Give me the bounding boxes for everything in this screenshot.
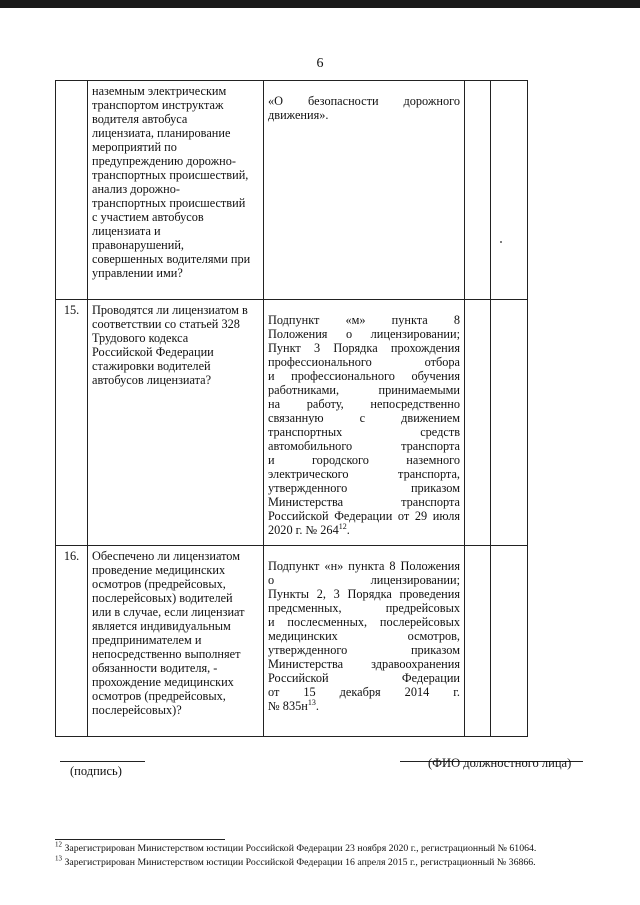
footnote-text: Зарегистрирован Министерством юстиции Российской Федерации 16 апреля 2015 г., регистрационный № 36866. bbox=[62, 857, 536, 868]
basis-line: «О безопасности дорожного bbox=[268, 94, 460, 108]
question-line: водителя автобуса bbox=[92, 112, 188, 126]
question-line: является индивидуальным bbox=[92, 619, 231, 633]
footnote-ref: 13 bbox=[307, 697, 316, 707]
footnote-mark: 12 bbox=[55, 840, 62, 849]
question-line: транспортных происшествий bbox=[92, 196, 246, 210]
question-cell bbox=[88, 300, 264, 546]
basis-line: и профессионального обучения bbox=[268, 369, 460, 383]
question-line: послерейсовых)? bbox=[92, 703, 182, 717]
basis-line: Подпункт «н» пункта 8 Положения bbox=[268, 559, 460, 573]
scan-speck bbox=[500, 241, 502, 243]
question-line: послерейсовых) водителей bbox=[92, 591, 233, 605]
basis-line: Российской Федерации от 29 июля bbox=[268, 509, 460, 523]
basis-line: предсменных, предрейсовых bbox=[268, 601, 460, 615]
question-line: непосредственно выполняет bbox=[92, 647, 241, 661]
basis-line: Министерства здравоохранения bbox=[268, 657, 460, 671]
question-line: соответствии со статьей 328 bbox=[92, 317, 240, 331]
question-line: предупреждению дорожно- bbox=[92, 154, 236, 168]
name-caption: (ФИО должностного лица) bbox=[428, 756, 572, 770]
footnote bbox=[55, 854, 635, 868]
footnote-mark: 13 bbox=[55, 854, 62, 863]
question-line: осмотров (предрейсовых, bbox=[92, 577, 226, 591]
question-line: Российской Федерации bbox=[92, 345, 214, 359]
basis-line: Пункт 3 Порядка прохождения bbox=[268, 341, 460, 355]
checklist-table bbox=[55, 80, 528, 737]
question-line: обязанности водителя, - bbox=[92, 661, 218, 675]
note-cell bbox=[491, 81, 528, 300]
basis-cell bbox=[264, 546, 465, 737]
table-row bbox=[56, 300, 528, 546]
question-line: совершенных водителями при bbox=[92, 252, 251, 266]
question-line: мероприятий по bbox=[92, 140, 177, 154]
basis-line: 2020 г. № $264^{12}$. bbox=[268, 521, 350, 537]
question-cell bbox=[88, 81, 264, 300]
question-cell bbox=[88, 546, 264, 737]
question-line: Обеспечено ли лицензиатом bbox=[92, 549, 240, 563]
question-line: лицензиата, планирование bbox=[92, 126, 231, 140]
answer-cell bbox=[465, 81, 491, 300]
note-cell bbox=[491, 546, 528, 737]
question-line: с участием автобусов bbox=[92, 210, 204, 224]
basis-line: автомобильного транспорта bbox=[268, 439, 460, 453]
answer-cell bbox=[465, 546, 491, 737]
basis-line: Пункты 2, 3 Порядка проведения bbox=[268, 587, 460, 601]
question-line: лицензиата и bbox=[92, 224, 161, 238]
basis-line: и послесменных, послерейсовых bbox=[268, 615, 460, 629]
basis-cell bbox=[264, 300, 465, 546]
footnote-ref: 12 bbox=[338, 521, 347, 531]
basis-line: Подпункт «м» пункта 8 bbox=[268, 313, 460, 327]
basis-line: электрического транспорта, bbox=[268, 467, 460, 481]
row-number: 16. bbox=[56, 546, 88, 737]
question-line: стажировки водителей bbox=[92, 359, 211, 373]
basis-line: утвержденного приказом bbox=[268, 481, 460, 495]
basis-line: транспортных средств bbox=[268, 425, 460, 439]
footnote-separator bbox=[55, 839, 225, 840]
note-cell bbox=[491, 300, 528, 546]
basis-line: о лицензировании; bbox=[268, 573, 460, 587]
question-line: транспортных происшествий, bbox=[92, 168, 249, 182]
basis-line: и городского наземного bbox=[268, 453, 460, 467]
question-line: осмотров (предрейсовых, bbox=[92, 689, 226, 703]
question-line: Трудового кодекса bbox=[92, 331, 189, 345]
footnote bbox=[55, 840, 635, 854]
basis-line: медицинских осмотров, bbox=[268, 629, 460, 643]
question-line: анализ дорожно- bbox=[92, 182, 180, 196]
footnote-text: Зарегистрирован Министерством юстиции Российской Федерации 23 ноября 2020 г., регистрационный № 61064. bbox=[62, 843, 537, 854]
basis-line: Положения о лицензировании; bbox=[268, 327, 460, 341]
question-line: наземным электрическим bbox=[92, 84, 227, 98]
basis-cell bbox=[264, 81, 465, 300]
signature-caption: (подпись) bbox=[70, 764, 122, 778]
question-line: предпринимателем и bbox=[92, 633, 202, 647]
scan-top-edge bbox=[0, 0, 640, 8]
table-row bbox=[56, 546, 528, 737]
question-line: транспортом инструктаж bbox=[92, 98, 224, 112]
question-line: управлении ими? bbox=[92, 266, 183, 280]
table-row bbox=[56, 81, 528, 300]
page-number: 6 bbox=[316, 56, 324, 71]
question-line: Проводятся ли лицензиатом в bbox=[92, 303, 248, 317]
question-line: прохождение медицинских bbox=[92, 675, 234, 689]
basis-line: Российской Федерации bbox=[268, 671, 460, 685]
basis-line: движения». bbox=[268, 108, 329, 122]
question-line: проведение медицинских bbox=[92, 563, 226, 577]
basis-line: Министерства транспорта bbox=[268, 495, 460, 509]
basis-line: утвержденного приказом bbox=[268, 643, 460, 657]
answer-cell bbox=[465, 300, 491, 546]
basis-line: от 15 декабря 2014 г. bbox=[268, 685, 460, 699]
basis-line: работниками, принимаемыми bbox=[268, 383, 460, 397]
basis-line: № $835н^{13}$. bbox=[268, 697, 319, 713]
question-line: автобусов лицензиата? bbox=[92, 373, 212, 387]
basis-line: связанную с движением bbox=[268, 411, 460, 425]
basis-line: профессионального отбора bbox=[268, 355, 460, 369]
row-number bbox=[56, 81, 88, 300]
row-number: 15. bbox=[56, 300, 88, 546]
question-line: или в случае, если лицензиат bbox=[92, 605, 245, 619]
question-line: правонарушений, bbox=[92, 238, 184, 252]
signature-line bbox=[60, 761, 145, 762]
basis-line: на работу, непосредственно bbox=[268, 397, 460, 411]
